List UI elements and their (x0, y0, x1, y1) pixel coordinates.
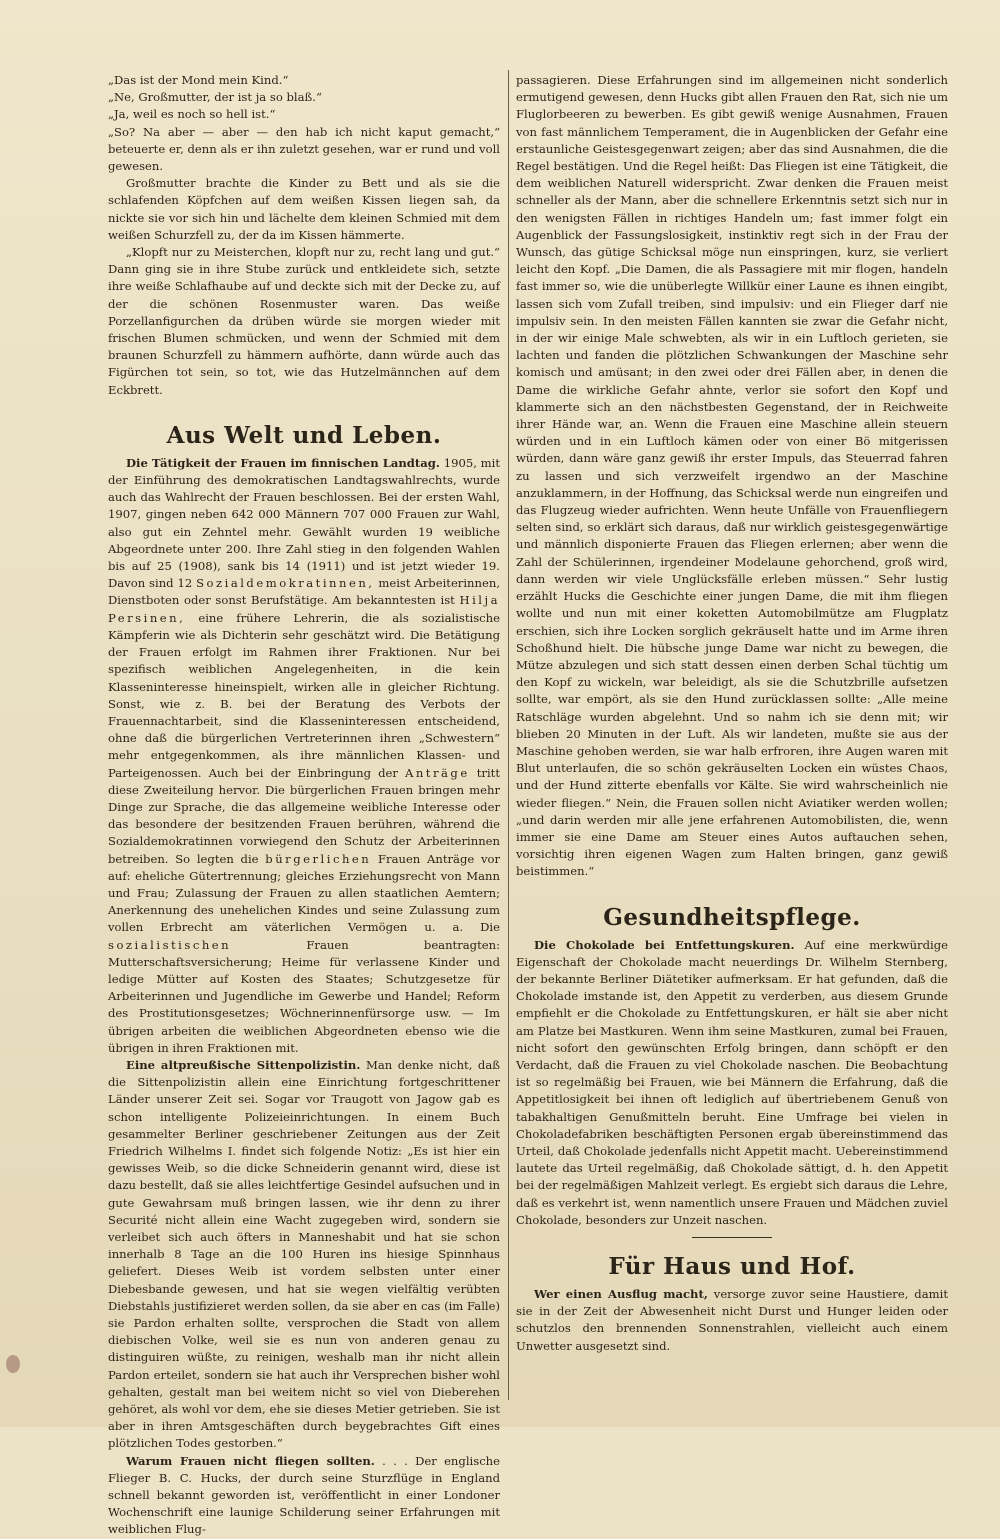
section-divider (692, 1237, 772, 1238)
column-divider (508, 70, 509, 1400)
article-sittenpolizistin (108, 1057, 500, 1453)
article-emphasis: Hilja Persinen, (108, 593, 500, 625)
story-line: „Ne, Großmutter, der ist ja so blaß.“ (108, 90, 322, 105)
article-text: Frauen Anträge vor auf: eheliche Gütertrennung; gleiches Erziehungsrecht von Mann und Frau; Zulassung der Frauen zu allen staatlichen Aemtern; Anerkennung des unehelichen Kindes und seine Zulassung zum vollen Erbrecht am väterlichen Vermögen u. a. Die (108, 851, 501, 935)
article-text: eine frühere Lehrerin, die als sozialistische Kämpferin wie als Dichterin sehr geschätzt wird. Die Betätigung der Frauen erfolgt im Rahmen ihrer Fraktionen. Nur bei spezifisch weiblichen Angelegenheiten, in die kein Klasseninteresse hineinspielt, wirken alle in gleicher Richtung. Sonst, wie z. B. bei der Beratung des Verbots der Frauennachtarbeit, sind die Klasseninteressen entscheidend, ohne daß die bürgerlichen Vertreterinnen ihren „Schwestern“ mehr entgegenkommen, als ihre männlichen Klassen- und Parteigenossen. Auch bei der Einbringung der (108, 610, 500, 780)
article-text: . . . Der englische Flieger B. C. Hucks, der durch seine Sturzflüge in England schnell bekannt geworden ist, veröffentlicht in einer Londoner Wochenschrift eine launige Schilderung seiner Erfahrungen mit weiblichen Flug- (108, 1453, 501, 1537)
article-frauen-fliegen (108, 1453, 500, 1539)
article-text: Auf eine merkwürdige Eigenschaft der Chokolade macht neuerdings Dr. Wilhelm Sternberg, der bekannte Berliner Diätetiker aufmerksam. Er hat gefunden, daß die Chokolade imstande ist, den Appetit zu verderben, aus diesem Grunde empfiehlt er die Chokolade zu Entfettungskuren, er hält sie aber nicht am Platze bei Mastkuren. Wenn ihm seine Mastkuren, zumal bei Frauen, nicht sofort den gewünschten Erfolg bringen, dann schöpft er den Verdacht, daß die Frauen zu viel Chokolade naschen. Die Beobachtung ist so regelmäßig bei Frauen, wie bei Männern die Erfahrung, daß die Appetitlosigkeit bei ihnen oft lediglich auf übertriebenem Genuß von tabakhaltigen Genußmitteln beruht. Eine Umfrage bei vielen in Chokoladefabriken beschäftigten Personen ergab übereinstimmend das Urteil, daß Chokolade jedenfalls nicht Appetit macht. Uebereinstimmend lautete das Urteil regelmäßig, daß Chokolade sättigt, d. h. den Appetit bei der regelmäßigen Mahlzeit verlegt. Es ergiebt sich daraus die Lehre, daß es verkehrt ist, wenn namentlich unsere Frauen und Mädchen zuviel Chokolade, besonders zur Unzeit naschen. (516, 937, 948, 1227)
story-paragraph: „Klopft nur zu Meisterchen, klopft nur zu, recht lang und gut.“ Dann ging sie in ihre Stube zurück und entkleidete sich, setzte ihre weiße Schlafhaube auf und deckte sich mit der Decke zu, auf der die schönen Rosenmuster waren. Das weiße Porzellanfigurchen da drüben würde sie morgen wieder mit frischen Blumen schmücken, und wenn der Schmied mit dem braunen Schurzfell zu hämmern aufhörte, dann würde auch das Figürchen tot sein, so tot, wie das Hutzelmännchen auf dem Eckbrett. (108, 245, 500, 397)
article-emphasis: Anträge (404, 765, 470, 780)
article-title: Eine altpreußische Sittenpolizistin. (126, 1057, 361, 1072)
article-title: Warum Frauen nicht fliegen sollten. (126, 1453, 375, 1468)
section-heading-fuer-haus-und-hof: Für Haus und Hof. (608, 1253, 856, 1280)
article-title: Die Tätigkeit der Frauen im finnischen Landtag. (126, 455, 440, 470)
article-text: Frauen beantragten: Mutterschaftsversicherung; Heime für verlassene Kinder und ledige Mütter auf Kosten des Staates; Schutzgesetze für Arbeiterinnen und Jugendliche im Gewerbe und Handel; Reform des Prostitutionsgesetzes; Wöchnerinnenfürsorge usw. — Im übrigen arbeiten die weiblichen Abgeordneten ebenso wie die übrigen in ihren Fraktionen mit. (108, 937, 500, 1055)
article-text: versorge zuvor seine Haustiere, damit sie in der Zeit der Abwesenheit nicht Durst und Hunger leiden oder schutzlos den brennenden Sonnenstrahlen, vielleicht auch einem Unwetter ausgesetzt sind. (516, 1287, 948, 1353)
article-title: Wer einen Ausflug macht, (534, 1287, 708, 1301)
article-continuation: passagieren. Diese Erfahrungen sind im allgemeinen nicht sonderlich ermutigend gewesen, denn Hucks gibt allen Frauen den Rat, sich nie um Fluglorbeeren zu bewerben. Es gibt gewiß wenige Ausnahmen, Frauen von fast männlichem Temperament, die in Augenblicken der Gefahr eine erstaunliche Geistesgegenwart zeigen; aber das sind Ausnahmen, die die Regel bestätigen. Und die Regel heißt: Das Fliegen ist eine Tätigkeit, die dem weiblichen Naturell widerspricht. Zwar denken die Frauen meist schneller als der Mann, aber die schnellere Erkenntnis setzt sich nur in den wenigsten Fällen in richtiges Handeln um; fast immer folgt ein Augenblick der Fassungslosigkeit, instinktiv regt sich in der Frau der Wunsch, das gütige Schicksal möge nun einspringen, kurz, sie verliert leicht den Kopf. „Die Damen, die als Passagiere mit mir flogen, handeln fast immer so, wie die unüberlegte Willkür einer Laune es ihnen eingibt, lassen sich vom Zufall treiben, sind impulsiv: und ein Flieger darf nie impulsiv sein. In den meisten Fällen kannten sie zwar die Gefahr nicht, in der wir einige Male schwebten, als wir in ein Luftloch gerieten, sie lachten und fanden die plötzlichen Schwankungen der Maschine sehr komisch und amüsant; in den zwei oder drei Fällen aber, in denen die Dame die wirkliche Gefahr ahnte, verlor sie sofort den Kopf und klammerte sich an den nächstbesten Gegenstand, der in Reichweite ihrer Hände war, an. Wenn die Frauen eine Maschine allein steuern würden und in ein Luftloch kämen oder von einer Bö mitgerissen würden, dann wäre ganz gewiß ihr erster Impuls, das Steuerrad fahren zu lassen und sich verzweifelt irgendwo an der Maschine anzuklammern, in der Hoffnung, das Schicksal werde nun eingreifen und das Flugzeug wieder aufrichten. Wenn heute Unfälle von Frauenfliegern selten sind, so erklärt sich daraus, daß nur wirklich geistesgegenwärtige und männlich disponierte Frauen das Fliegen erlernen; aber wenn die Zahl der Schülerinnen, irgendeiner Modelaune gehorchend, groß wird, dann werden wir viele Unglücksfälle erleben müssen.“ Sehr lustig erzählt Hucks die Geschichte einer jungen Dame, die mit ihm fliegen wollte und nun mit einer koketten Automobilmütze am Flugplatz erschien, sich ihre Locken sorglich gekräuselt hatte und im Arme ihren Schoßhund hielt. Die hübsche junge Dame war nicht zu bewegen, die Mütze abzulegen und sich statt dessen einen derben Schal tüchtig um den Kopf zu wickeln, war beleidigt, als sie die Schutzbrille aufsetzen sollte, war empört, als sie den Hund zurücklassen sollte: „Alle meine Ratschläge wurden abgelehnt. Und so nahm ich sie denn mit; wir blieben 20 Minuten in der Luft. Als wir landeten, mußte sie aus der Maschine gehoben werden, sie war halb erfroren, ihre Augen waren mit Blut unterlaufen, die so schön gekräuselten Locken ein wüstes Chaos, und der Hund zitterte ebenfalls vor Kälte. Sie wird wahrscheinlich nie wieder fliegen.“ Nein, die Frauen sollen nicht Aviatiker werden wollen; „und darin werden mir alle jene erfahrenen Automobilisten, die, wenn immer sie eine Dame am Steuer eines Autos auftauchen sehen, vorsichtig ihren eigenen Wagen zum Halten bringen, ganz gewiß beistimmen.“ (516, 73, 948, 879)
article-emphasis: sozialistischen (108, 937, 232, 952)
article-emphasis: Sozialdemokratinnen, (196, 576, 375, 591)
story-paragraph: Großmutter brachte die Kinder zu Bett und als sie die schlafenden Köpfchen auf dem weißen Kissen liegen sah, da nickte sie vor sich hin und lächelte dem kleinen Schmied mit dem weißen Schurzfell zu, der da im Kissen hämmerte. (108, 176, 500, 242)
article-text: Man denke nicht, daß die Sittenpolizistin allein eine Einrichtung fortgeschrittener Länder unserer Zeit sei. Sogar vor Traugott von Jagow gab es schon intelligente Polizeieinrichtungen. In einem Buch gesammelter Berliner geschriebener Zeitungen aus der Zeit Friedrich Wilhelms I. findet sich folgende Notiz: „Es ist hier ein gewisses Weib, so die dicke Schneiderin genannt wird, diese ist dazu bestellt, daß sie alles leichtfertige Gesindel aufsuchen und in gute Gewahrsam muß bringen lassen, wie ihr denn zu ihrer Securité nicht allein eine Wacht zugegeben wird, sondern sie verleibet sich auch öfters in Manneshabit und hat sie schon innerhalb 8 Tage an die 100 Huren ins hiesige Spinnhaus geliefert. Dieses Weib ist vordem selbsten unter einer Diebesbande gewesen, und hat sie wegen vielfältig verübten Diebstahls justifizieret werden sollen, da sie aber en cas (im Falle) sie Pardon erhalten sollte, versprochen die Stadt von allem diebischen Volke, weil sie es nun von anderen genau zu distinguiren wüßte, zu reinigen, weshalb man ihr nicht allein Pardon erteilet, sondern sie hat auch ihr Versprechen bisher wohl gehalten, gestalt man bei weitem nicht so viel von Dieberehen gehöret, als wohl vor dem, ehe sie dieses Metier getrieben. Sie ist aber in ihren Amtsgeschäften durch beygebrachtes Gift eines plötzlichen Todes gestorben.“ (108, 1057, 501, 1451)
paper-stain (6, 1355, 20, 1373)
right-column (516, 72, 948, 1355)
section-heading-gesundheitspflege: Gesundheitspflege. (603, 903, 861, 931)
article-ausflug (516, 1286, 948, 1355)
article-text: tritt diese Zweiteilung hervor. Die bürgerlichen Frauen bringen mehr Dinge zur Sprache, die das allgemeine weibliche Interesse oder das besondere der besitzenden Frauen berühren, während die Sozialdemokratinnen vorwiegend den Schutz der Arbeiterinnen betreiben. So legten die (108, 765, 500, 866)
section-heading-aus-welt-und-leben: Aus Welt und Leben. (166, 421, 442, 449)
story-line: „Ja, weil es noch so hell ist.“ (108, 107, 276, 122)
article-text: meist Arbeiterinnen, Dienstboten oder sonst Berufstätige. Am bekanntesten ist (108, 576, 501, 608)
story-paragraph: „So? Na aber — aber — den hab ich nicht kaput gemacht,“ beteuerte er, denn als er ihn zuletzt gesehen, war er rund und voll gewesen. (108, 124, 500, 174)
article-title: Die Chokolade bei Entfettungskuren. (534, 937, 795, 952)
article-text: 1905, mit der Einführung des demokratischen Landtagswahlrechts, wurde auch das Wahlrecht der Frauen beschlossen. Bei der ersten Wahl, 1907, gingen neben 642 000 Männern 707 000 Frauen zur Wahl, also gut ein Zehntel mehr. Gewählt wurden 19 weibliche Abgeordnete unter 200. Ihre Zahl stieg in den folgenden Wahlen bis auf 25 (1908), sank bis 14 (1911) und ist jetzt wieder 19. Davon sind 12 (108, 455, 500, 591)
left-column (108, 72, 500, 1539)
story-ending (108, 72, 500, 399)
article-frauen-finnischer-landtag (108, 455, 500, 1057)
story-line: „Das ist der Mond mein Kind.“ (108, 73, 289, 87)
article-emphasis: bürgerlichen (265, 851, 372, 866)
article-chokolade (516, 937, 948, 1229)
